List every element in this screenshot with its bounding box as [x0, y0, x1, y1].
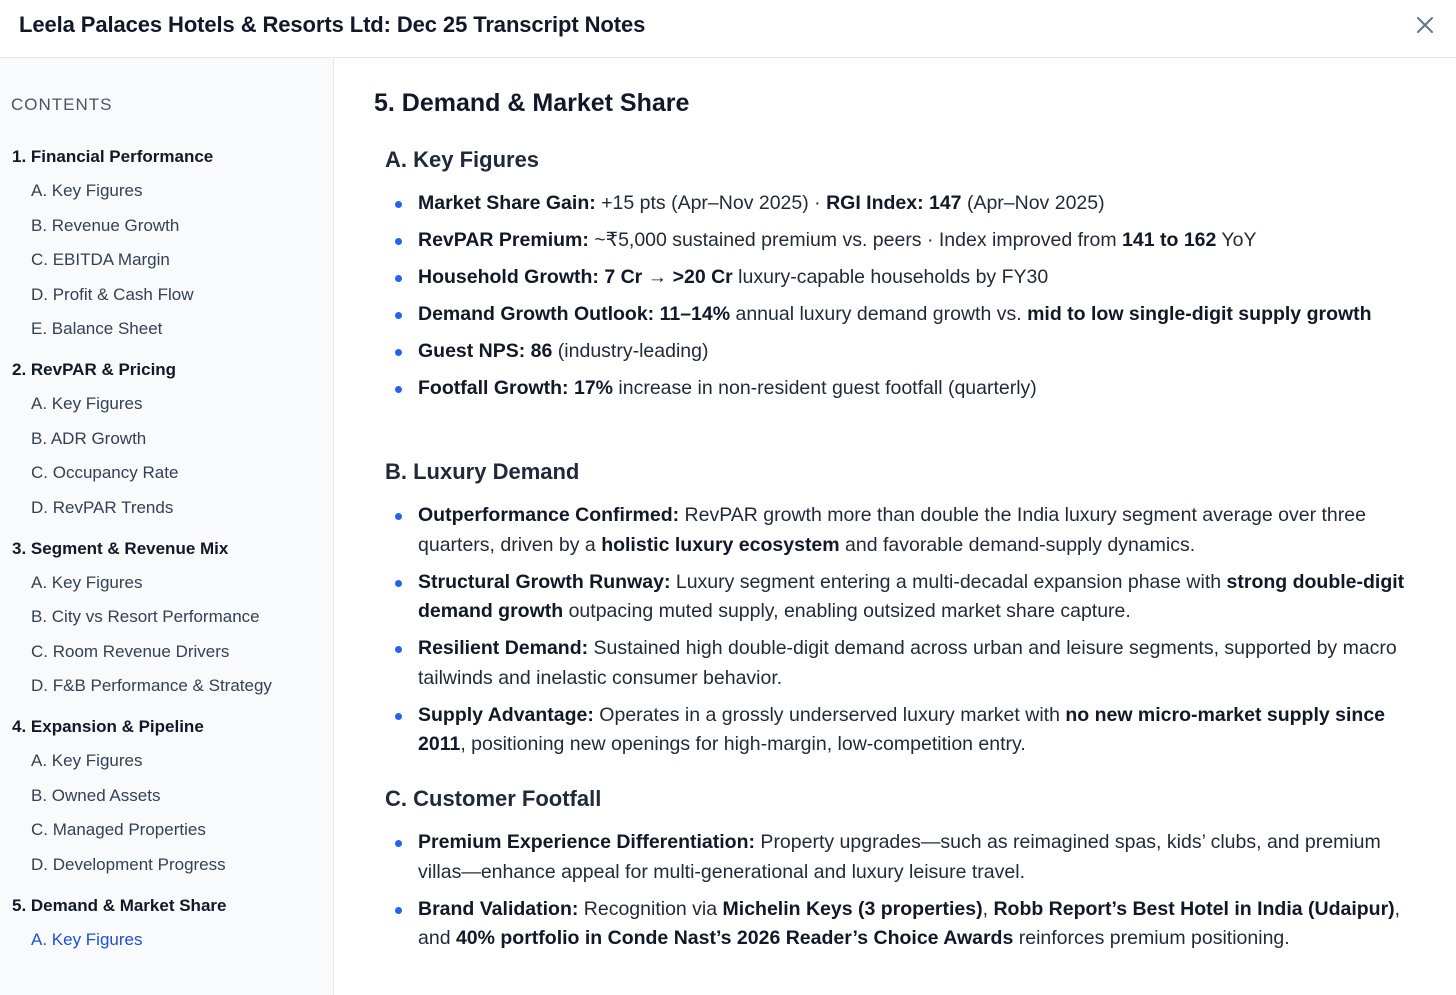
toc-heading-segment-revenue-mix[interactable]: 3. Segment & Revenue Mix	[12, 538, 229, 558]
toc-item-owned-assets[interactable]: B. Owned Assets	[31, 785, 161, 805]
toc-item-development-progress[interactable]: D. Development Progress	[31, 854, 226, 874]
subsection-title-customer-footfall: C. Customer Footfall	[385, 786, 602, 811]
list-item: Outperformance Confirmed: RevPAR growth more than double the India luxury segment average over three quarters, driven by a holistic luxury ecosystem and favorable demand-supply dynamics.	[393, 501, 1423, 560]
toc-item-key-figures-active[interactable]: A. Key Figures	[31, 929, 143, 949]
toc-item-occupancy-rate[interactable]: C. Occupancy Rate	[31, 463, 179, 482]
toc-item-managed-properties[interactable]: C. Managed Properties	[31, 820, 206, 839]
toc-heading-demand-market-share[interactable]: 5. Demand & Market Share	[12, 895, 227, 915]
toc-item-key-figures[interactable]: A. Key Figures	[31, 394, 143, 413]
key-figures-list	[393, 189, 1423, 411]
contents-label: CONTENTS	[11, 95, 113, 114]
toc-heading-financial-performance[interactable]: 1. Financial Performance	[12, 147, 214, 166]
toc-section-2	[0, 358, 334, 520]
list-item: Footfall Growth: 17% increase in non-resident guest footfall (quarterly)	[393, 374, 1423, 404]
dialog-title: Leela Palaces Hotels & Resorts Ltd: Dec 25 Transcript Notes	[19, 12, 646, 37]
list-item: Premium Experience Differentiation: Property upgrades—such as reimagined spas, kids’ clubs, and premium villas—enhance appeal for multi-generational and luxury leisure travel.	[393, 828, 1423, 887]
close-icon[interactable]	[1414, 14, 1436, 36]
list-item: Brand Validation: Recognition via Michelin Keys (3 properties), Robb Report’s Best Hotel in India (Udaipur), and 40% portfolio in Conde Nast’s 2026 Reader’s Choice Awards reinforces premium positioning.	[393, 895, 1423, 954]
toc-item-room-revenue-drivers[interactable]: C. Room Revenue Drivers	[31, 641, 230, 661]
dialog-header	[0, 0, 1456, 58]
toc-item-adr-growth[interactable]: B. ADR Growth	[31, 428, 147, 448]
toc-heading-revpar-pricing[interactable]: 2. RevPAR & Pricing	[12, 360, 177, 379]
toc-item-profit-cash-flow[interactable]: D. Profit & Cash Flow	[31, 284, 194, 304]
table-of-contents	[0, 145, 334, 969]
list-item: Market Share Gain: +15 pts (Apr–Nov 2025) · RGI Index: 147 (Apr–Nov 2025)	[393, 189, 1423, 219]
toc-section-5	[0, 894, 334, 952]
toc-heading-expansion-pipeline[interactable]: 4. Expansion & Pipeline	[12, 717, 204, 736]
toc-item-city-vs-resort[interactable]: B. City vs Resort Performance	[31, 607, 260, 626]
list-item: Household Growth: 7 Cr → >20 Cr luxury-capable households by FY30	[393, 263, 1423, 293]
toc-item-key-figures[interactable]: A. Key Figures	[31, 181, 143, 200]
list-item: Demand Growth Outlook: 11–14% annual luxury demand growth vs. mid to low single-digit supply growth	[393, 300, 1423, 330]
contents-sidebar[interactable]	[0, 58, 334, 995]
customer-footfall-list	[393, 828, 1423, 961]
list-item: RevPAR Premium: ~₹5,000 sustained premium vs. peers · Index improved from 141 to 162 YoY	[393, 226, 1423, 256]
toc-item-key-figures[interactable]: A. Key Figures	[31, 572, 143, 592]
list-item: Guest NPS: 86 (industry-leading)	[393, 337, 1423, 367]
subsection-title-luxury-demand: B. Luxury Demand	[385, 459, 580, 484]
toc-item-ebitda-margin[interactable]: C. EBITDA Margin	[31, 250, 170, 269]
list-item: Structural Growth Runway: Luxury segment entering a multi-decadal expansion phase with strong double-digit demand growth outpacing muted supply, enabling outsized market share capture.	[393, 568, 1423, 627]
toc-item-fb-performance[interactable]: D. F&B Performance & Strategy	[31, 676, 272, 695]
toc-item-revenue-growth[interactable]: B. Revenue Growth	[31, 215, 180, 235]
list-item: Resilient Demand: Sustained high double-digit demand across urban and leisure segments, supported by macro tailwinds and inelastic consumer behavior.	[393, 634, 1423, 693]
toc-section-1	[0, 145, 334, 341]
toc-section-4	[0, 715, 334, 877]
section-title: 5. Demand & Market Share	[374, 89, 690, 117]
toc-item-balance-sheet[interactable]: E. Balance Sheet	[31, 319, 163, 338]
list-item: Supply Advantage: Operates in a grossly underserved luxury market with no new micro-market supply since 2011, positioning new openings for high-margin, low-competition entry.	[393, 701, 1423, 760]
toc-item-key-figures[interactable]: A. Key Figures	[31, 751, 143, 770]
subsection-title-key-figures: A. Key Figures	[385, 147, 540, 172]
main-content[interactable]	[335, 58, 1456, 995]
luxury-demand-list	[393, 501, 1423, 767]
toc-item-revpar-trends[interactable]: D. RevPAR Trends	[31, 497, 174, 517]
toc-section-3	[0, 537, 334, 699]
